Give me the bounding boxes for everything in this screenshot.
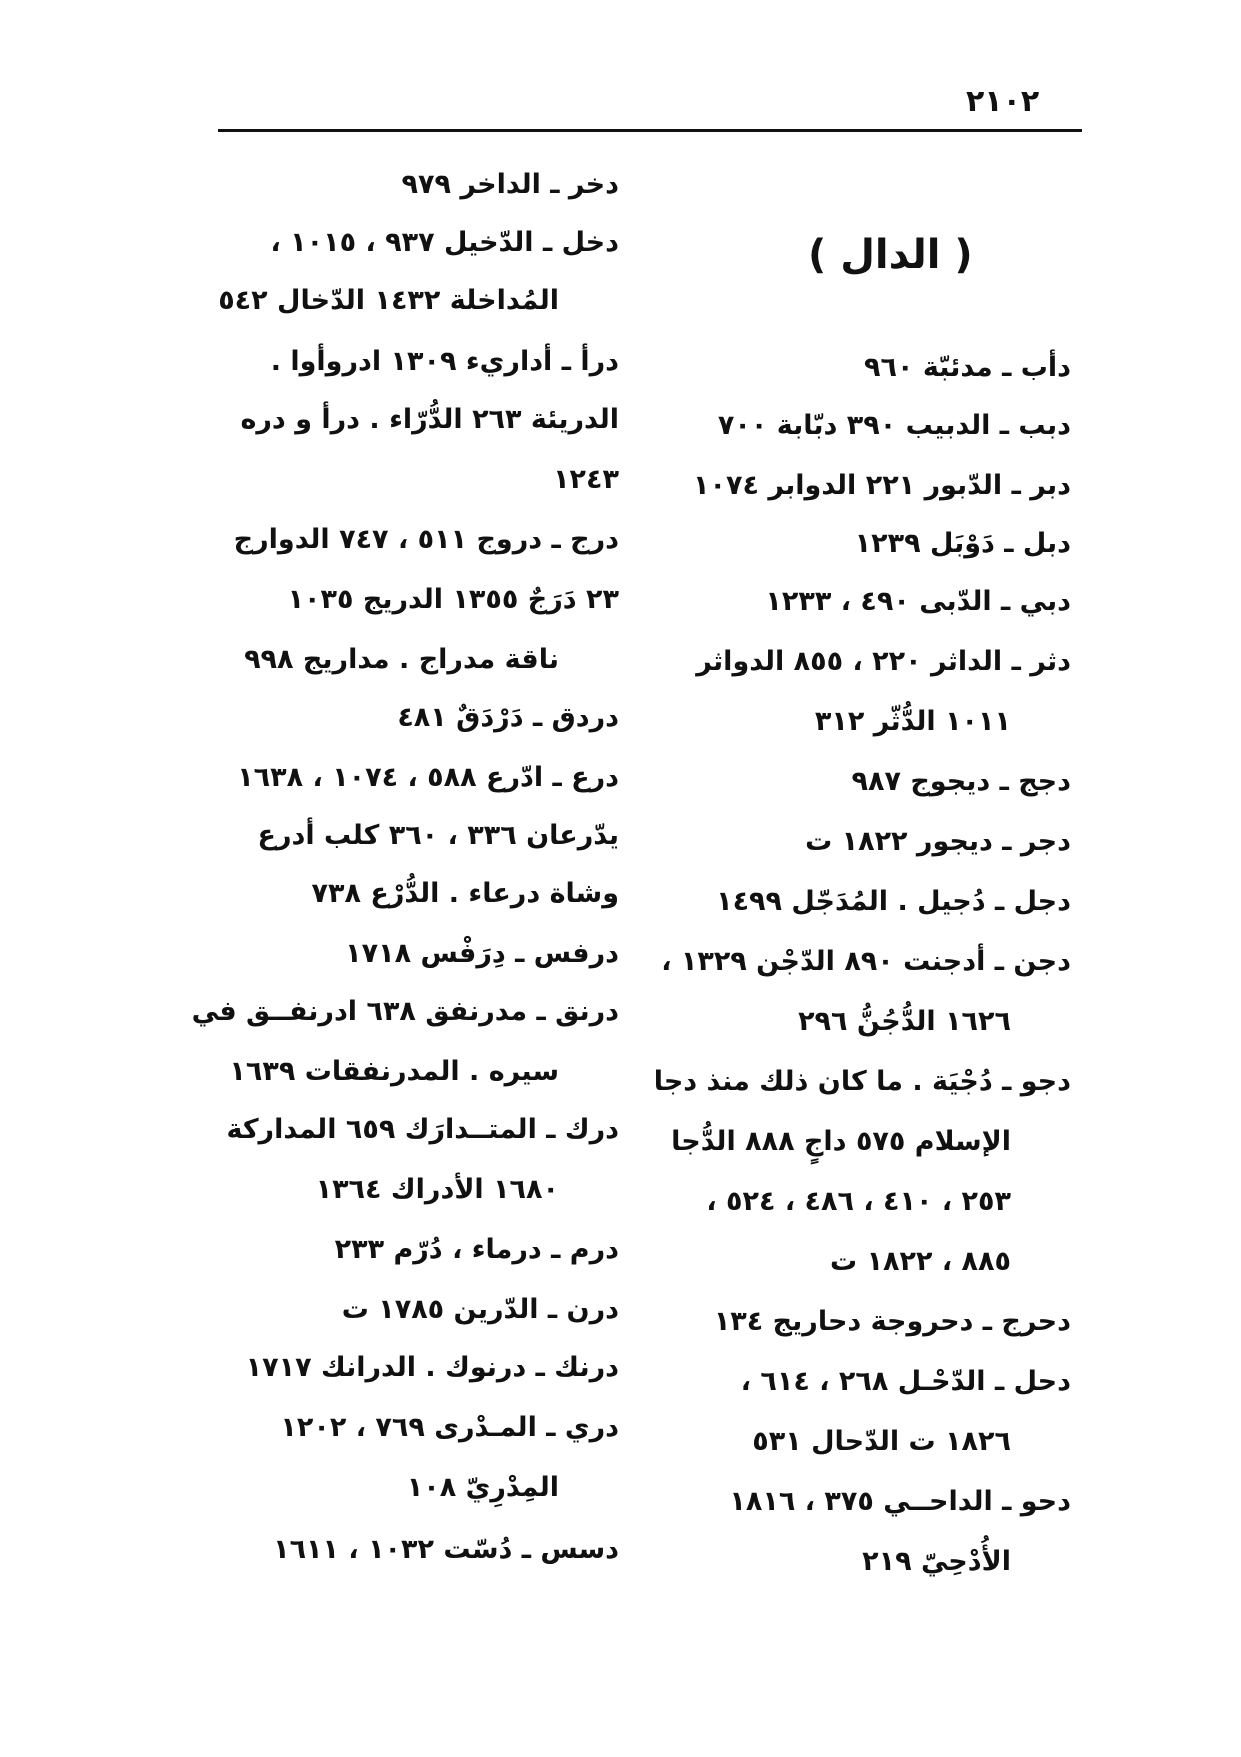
left-column-entry: درج ـ دروج ٥١١ ، ٧٤٧ الدوارج	[233, 524, 619, 555]
left-column-entry: سيره . المدرنفقات ١٦٣٩	[229, 1056, 559, 1087]
right-column-entry: دجو ـ دُجْيَة . ما كان ذلك منذ دجا	[653, 1066, 1071, 1097]
section-heading: ( الدال )	[808, 232, 973, 278]
right-column-entry: دبل ـ دَوْبَل ١٢٣٩	[854, 528, 1071, 559]
right-column-entry: دثر ـ الداثر ٢٢٠ ، ٨٥٥ الدواثر	[696, 646, 1071, 677]
left-column-entry: درنك ـ درنوك . الدرانك ١٧١٧	[245, 1352, 619, 1383]
left-column-entry: المِدْرِيّ ١٠٨	[406, 1472, 559, 1503]
right-column-entry: دجر ـ ديجور ١٨٢٢ ت	[805, 826, 1071, 857]
left-column-entry: درنق ـ مدرنفق ٦٣٨ ادرنفــق في	[191, 996, 619, 1027]
left-column-entry: درم ـ درماء ، دُرّم ٢٣٣	[334, 1234, 619, 1265]
left-column-entry: ناقة مدراج . مداريج ٩٩٨	[244, 644, 559, 675]
left-column-entry: ١٢٤٣	[553, 464, 619, 495]
right-column-entry: دحو ـ الداحــي ٣٧٥ ، ١٨١٦	[729, 1486, 1071, 1517]
right-column-entry: دحل ـ الدّحْـل ٢٦٨ ، ٦١٤ ،	[740, 1366, 1071, 1397]
left-column-entry: يدّرعان ٣٣٦ ، ٣٦٠ كلب أدرع	[257, 820, 619, 851]
right-column-entry: ١٠١١ الدُّثّر ٣١٢	[814, 706, 1011, 737]
left-column-entry: ١٦٨٠ الأدراك ١٣٦٤	[315, 1174, 559, 1205]
left-column-entry: وشاة درعاء . الدُّرْع ٧٣٨	[311, 878, 619, 909]
right-column-entry: دجن ـ أدجنت ٨٩٠ الدّجْن ١٣٢٩ ،	[661, 946, 1071, 977]
left-column-entry: دخل ـ الدّخيل ٩٣٧ ، ١٠١٥ ،	[270, 227, 619, 258]
left-column-entry: دردق ـ دَرْدَقٌ ٤٨١	[397, 702, 619, 733]
right-column-entry: ٨٨٥ ، ١٨٢٢ ت	[830, 1246, 1011, 1277]
right-column-entry: دبي ـ الدّبى ٤٩٠ ، ١٢٣٣	[765, 586, 1071, 617]
left-column-entry: الدريئة ٢٦٣ الدُّرّاء . درأ و دره	[240, 404, 619, 435]
right-column-entry: دأب ـ مدئبّة ٩٦٠	[864, 352, 1071, 383]
left-column-entry: درفس ـ دِرَفْس ١٧١٨	[345, 938, 619, 969]
right-column-entry: دجج ـ ديجوج ٩٨٧	[851, 766, 1071, 797]
right-column-entry: دبر ـ الدّبور ٢٢١ الدوابر ١٠٧٤	[693, 470, 1071, 501]
right-column-entry: ١٨٢٦ ت الدّحال ٥٣١	[752, 1426, 1011, 1457]
right-column-entry: ١٦٢٦ الدُّجُنُّ ٢٩٦	[798, 1006, 1011, 1037]
left-column-entry: درأ ـ أداريء ١٣٠٩ ادروأوا .	[270, 346, 619, 377]
left-column-entry: دري ـ المـدْرى ٧٦٩ ، ١٢٠٢	[280, 1412, 619, 1443]
left-column-entry: دخر ـ الداخر ٩٧٩	[401, 169, 619, 200]
header-rule	[218, 129, 1082, 132]
right-column-entry: ٢٥٣ ، ٤١٠ ، ٤٨٦ ، ٥٢٤ ،	[706, 1186, 1011, 1217]
right-column-entry: دحرج ـ دحروجة دحاريج ١٣٤	[713, 1306, 1071, 1337]
page-number: ٢١٠٢	[966, 84, 1040, 119]
right-column-entry: الإسلام ٥٧٥ داجٍ ٨٨٨ الدُّجا	[671, 1126, 1011, 1157]
left-column-entry: دسس ـ دُسّت ١٠٣٢ ، ١٦١١	[273, 1534, 619, 1565]
right-column-entry: دبب ـ الدبيب ٣٩٠ دبّابة ٧٠٠	[717, 410, 1071, 441]
left-column-entry: درع ـ ادّرع ٥٨٨ ، ١٠٧٤ ، ١٦٣٨	[237, 762, 619, 793]
right-column-entry: دجل ـ دُجيل . المُدَجّل ١٤٩٩	[716, 886, 1071, 917]
left-column-entry: المُداخلة ١٤٣٢ الدّخال ٥٤٢	[218, 285, 559, 316]
left-column-entry: ٢٣ دَرَجٌ ١٣٥٥ الدريج ١٠٣٥	[287, 584, 619, 615]
left-column-entry: درك ـ المتــدارَك ٦٥٩ المداركة	[226, 1114, 619, 1145]
right-column-entry: الأُدْحِيّ ٢١٩	[862, 1546, 1011, 1577]
left-column-entry: درن ـ الدّرين ١٧٨٥ ت	[341, 1294, 619, 1325]
